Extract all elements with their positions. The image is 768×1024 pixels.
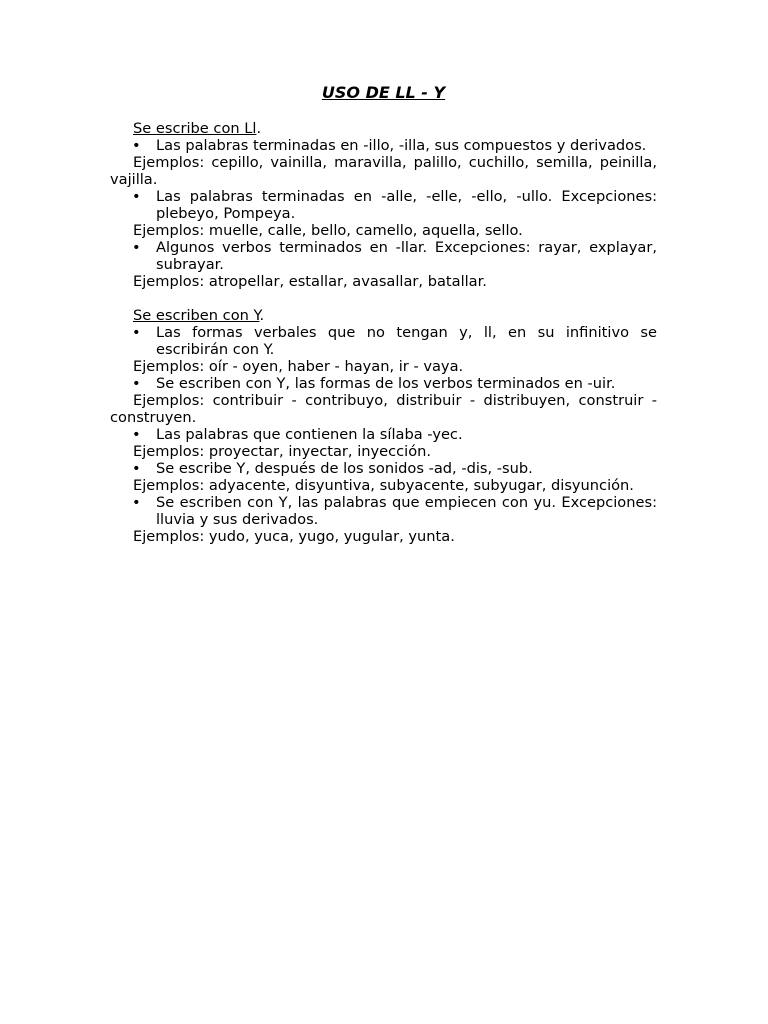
rule-text: Se escriben con Y, las palabras que empiecen con yu. Excepciones: lluvia y sus derivados. — [156, 494, 657, 528]
section-heading-punct: . — [256, 120, 262, 137]
section-heading-y — [133, 307, 657, 324]
rule-text: Se escriben con Y, las formas de los verbos terminados en -uir. — [156, 375, 616, 392]
rule-example: Ejemplos: muelle, calle, bello, camello, aquella, sello. — [133, 222, 523, 239]
bullet-icon: • — [132, 239, 141, 256]
rule-item — [110, 460, 657, 477]
rule-text: Las palabras terminadas en -alle, -elle, -ello, -ullo. Excepciones: plebeyo, Pompeya. — [156, 188, 657, 222]
rule-example: Ejemplos: yudo, yuca, yugo, yugular, yunta. — [133, 528, 455, 545]
document-page — [110, 83, 657, 545]
rule-text: Las formas verbales que no tengan y, ll, en su infinitivo se escribirán con Y. — [156, 324, 657, 358]
section-heading-punct: . — [259, 307, 265, 324]
rule-item — [110, 239, 657, 273]
rule-example: Ejemplos: contribuir - contribuyo, distribuir - distribuyen, construir - construyen. — [110, 392, 657, 426]
section-spacer — [110, 290, 657, 307]
bullet-icon: • — [132, 375, 141, 392]
document-title: USO DE LL - Y — [321, 83, 446, 102]
rule-example: Ejemplos: cepillo, vainilla, maravilla, palillo, cuchillo, semilla, peinilla, vajilla. — [110, 154, 657, 188]
rule-item — [110, 426, 657, 443]
rule-example: Ejemplos: proyectar, inyectar, inyección. — [133, 443, 432, 460]
rule-item — [110, 137, 657, 154]
bullet-icon: • — [132, 324, 141, 341]
rule-item — [110, 494, 657, 528]
bullet-icon: • — [132, 137, 141, 154]
rule-text: Se escribe Y, después de los sonidos -ad, -dis, -sub. — [156, 460, 533, 477]
bullet-icon: • — [132, 494, 141, 511]
rule-item — [110, 188, 657, 222]
rule-example: Ejemplos: oír - oyen, haber - hayan, ir - vaya. — [133, 358, 464, 375]
section-heading-text: Se escriben con Y — [133, 307, 260, 324]
section-heading-ll — [133, 120, 657, 137]
rule-text: Las palabras terminadas en -illo, -illa, sus compuestos y derivados. — [156, 137, 647, 154]
bullet-icon: • — [132, 426, 141, 443]
bullet-icon: • — [132, 460, 141, 477]
rule-item — [110, 375, 657, 392]
rule-example: Ejemplos: atropellar, estallar, avasallar, batallar. — [133, 273, 487, 290]
section-heading-text: Se escribe con Ll — [133, 120, 257, 137]
rule-text: Las palabras que contienen la sílaba -yec. — [156, 426, 463, 443]
bullet-icon: • — [132, 188, 141, 205]
rule-text: Algunos verbos terminados en -llar. Excepciones: rayar, explayar, subrayar. — [156, 239, 657, 273]
rule-example: Ejemplos: adyacente, disyuntiva, subyacente, subyugar, disyunción. — [133, 477, 634, 494]
rule-item — [110, 324, 657, 358]
